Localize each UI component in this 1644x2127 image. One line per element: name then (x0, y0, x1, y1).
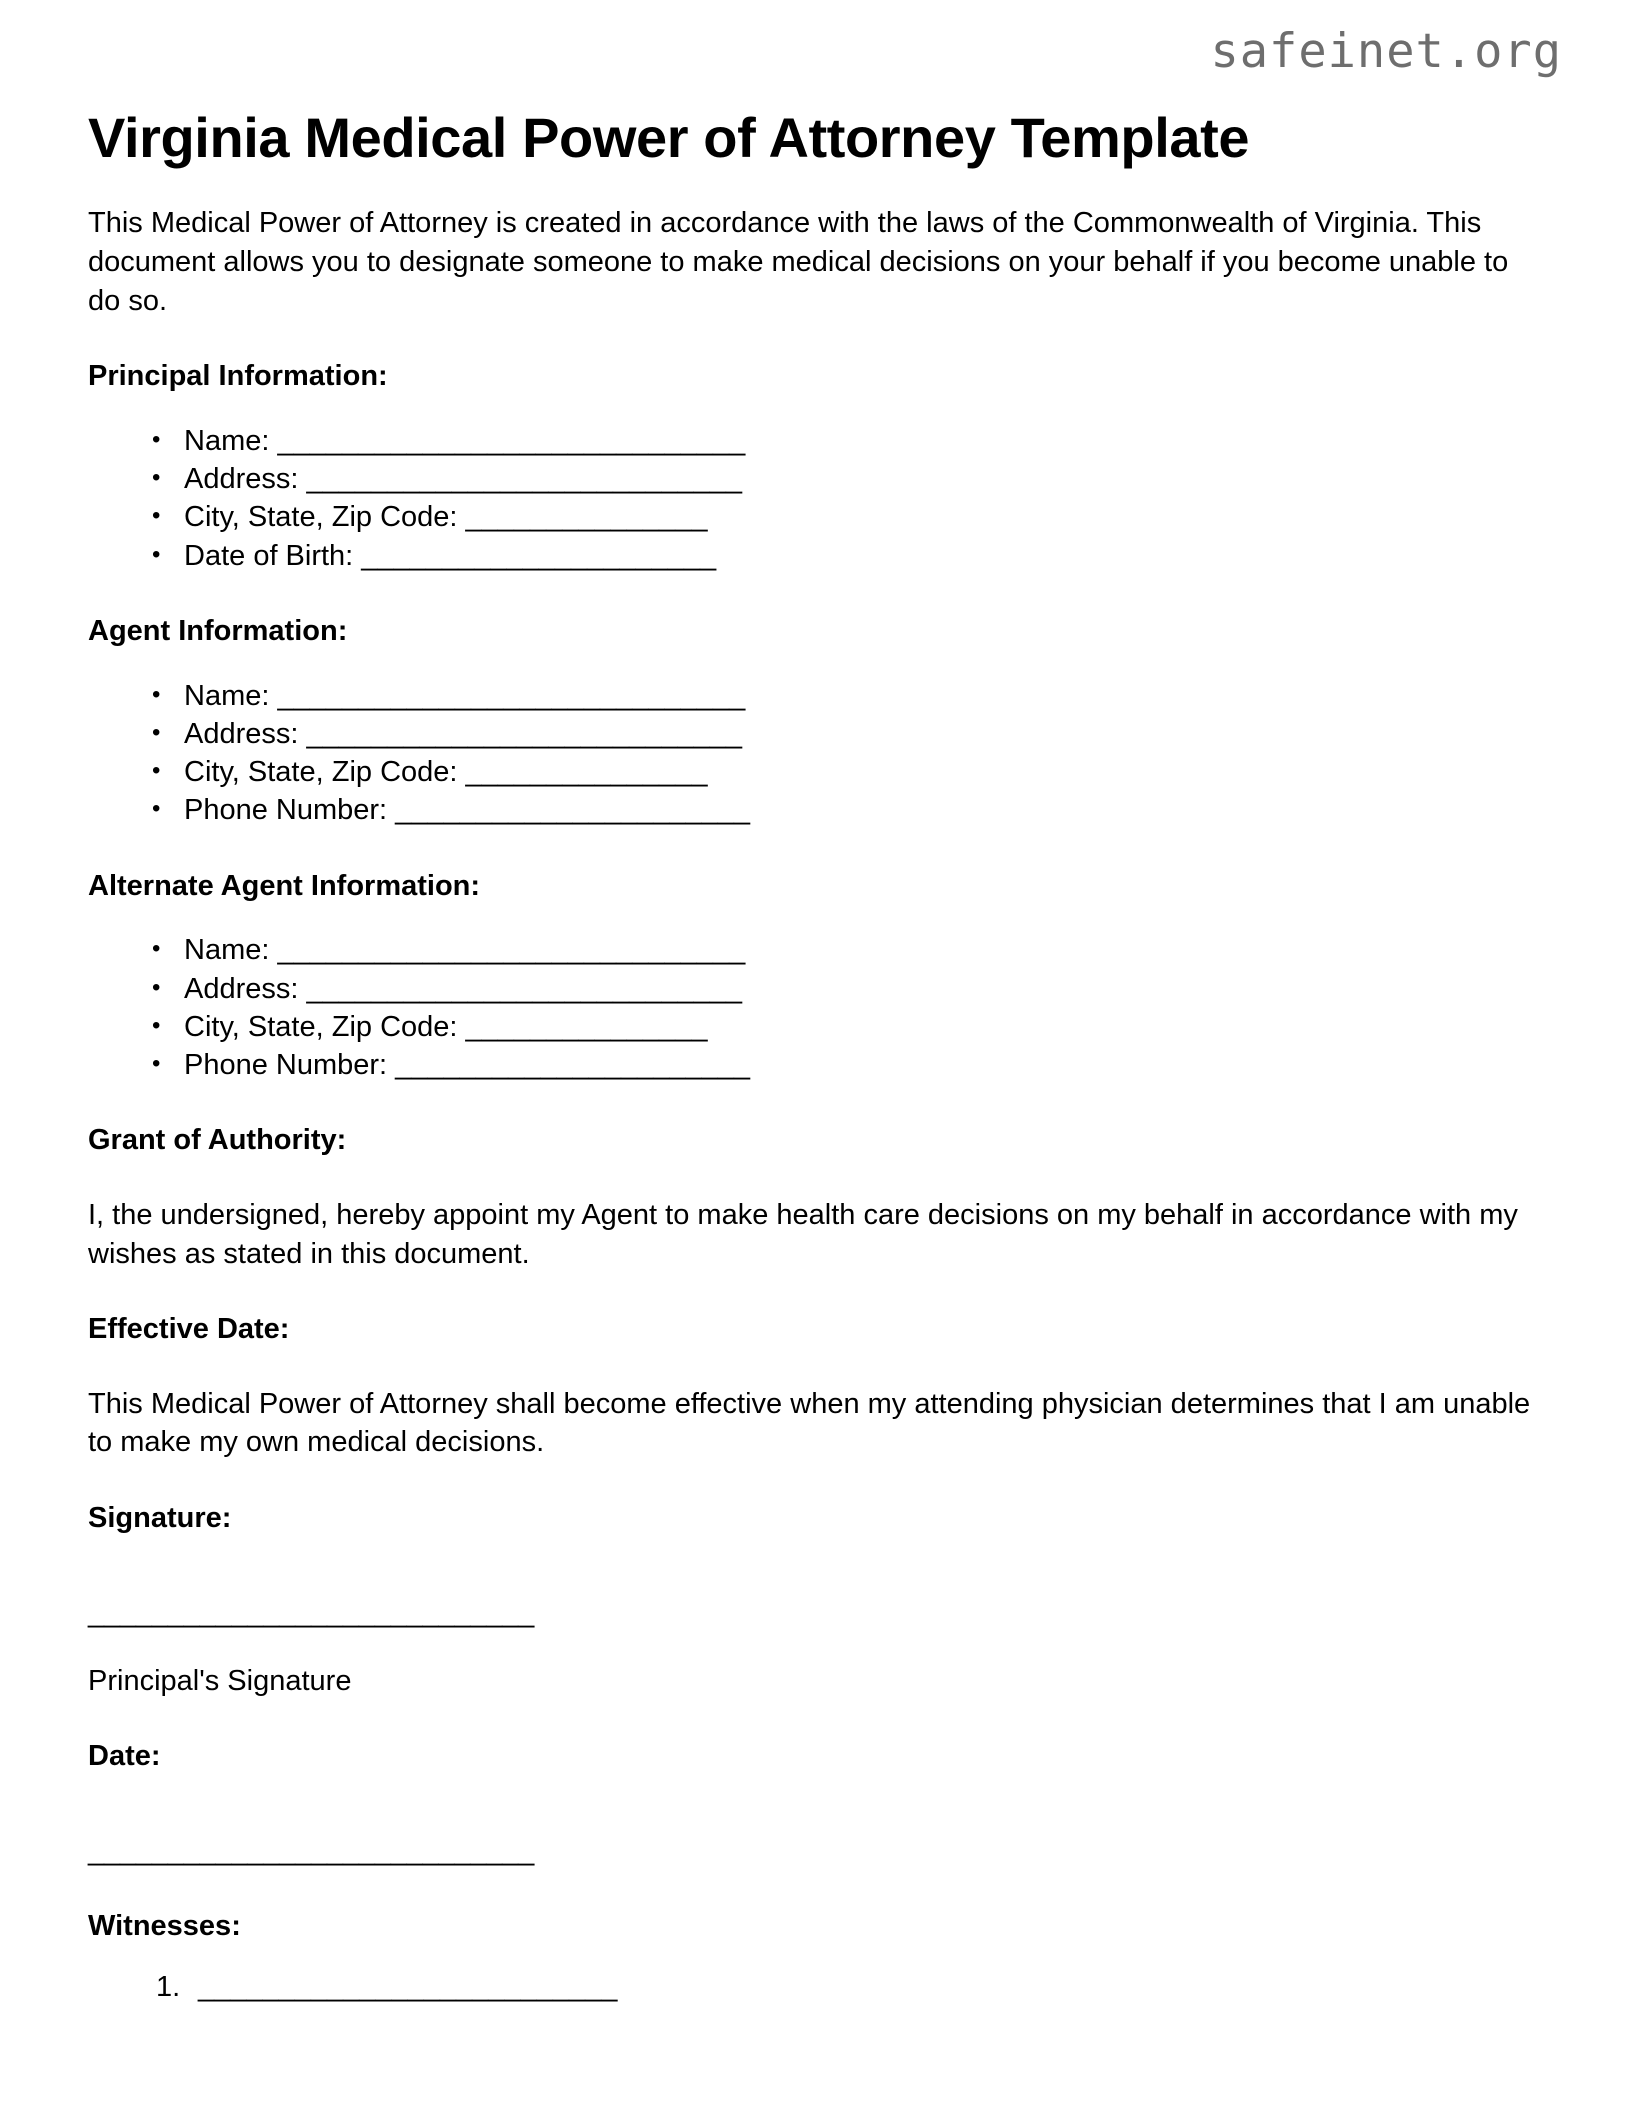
list-item: • City, State, Zip Code: _______________ (184, 753, 1556, 791)
agent-field-list (88, 677, 1556, 830)
list-item: • City, State, Zip Code: _______________ (184, 1008, 1556, 1046)
list-item: • Phone Number: ______________________ (184, 1046, 1556, 1084)
section-heading-date: Date: (88, 1740, 161, 1773)
section-heading-witnesses: Witnesses: (88, 1910, 241, 1943)
section-heading-grant-of-authority: Grant of Authority: (88, 1124, 347, 1157)
principal-signature-caption: Principal's Signature (88, 1664, 352, 1697)
list-item: • Address: ___________________________ (184, 460, 1556, 498)
list-item: • City, State, Zip Code: _______________ (184, 498, 1556, 536)
list-item: • Name: _____________________________ (184, 677, 1556, 715)
section-heading-signature: Signature: (88, 1502, 232, 1535)
list-item: • Phone Number: ______________________ (184, 791, 1556, 829)
list-item: • Name: _____________________________ (184, 931, 1556, 969)
list-item: __________________________ (198, 1970, 618, 2003)
list-item: • Address: ___________________________ (184, 715, 1556, 753)
witness-list (88, 1968, 1556, 2006)
principal-signature-line: ____________________________ (88, 1596, 534, 1629)
effective-date-paragraph: This Medical Power of Attorney shall become effective when my attending physician determines that I am unable to make my own medical decisions. (88, 1387, 1531, 1459)
list-item: • Date of Birth: ______________________ (184, 537, 1556, 575)
principal-field-list (88, 422, 1556, 575)
section-heading-agent: Agent Information: (88, 614, 348, 647)
site-watermark: safeinet.org (1210, 24, 1562, 79)
list-item: • Name: _____________________________ (184, 422, 1556, 460)
page-title: Virginia Medical Power of Attorney Template (88, 106, 1250, 169)
section-heading-principal: Principal Information: (88, 360, 388, 393)
intro-paragraph: This Medical Power of Attorney is created in accordance with the laws of the Commonwealth of Virginia. This document allows you to designate someone to make medical decisions on your behalf if you become unable to do so. (88, 207, 1509, 317)
grant-of-authority-paragraph: I, the undersigned, hereby appoint my Agent to make health care decisions on my behalf in accordance with my wishes as stated in this document. (88, 1199, 1518, 1270)
section-heading-alternate-agent: Alternate Agent Information: (88, 869, 481, 902)
date-line: ____________________________ (88, 1834, 534, 1867)
section-heading-effective-date: Effective Date: (88, 1313, 290, 1346)
alternate-agent-field-list (88, 931, 1556, 1084)
list-item: • Address: ___________________________ (184, 970, 1556, 1008)
